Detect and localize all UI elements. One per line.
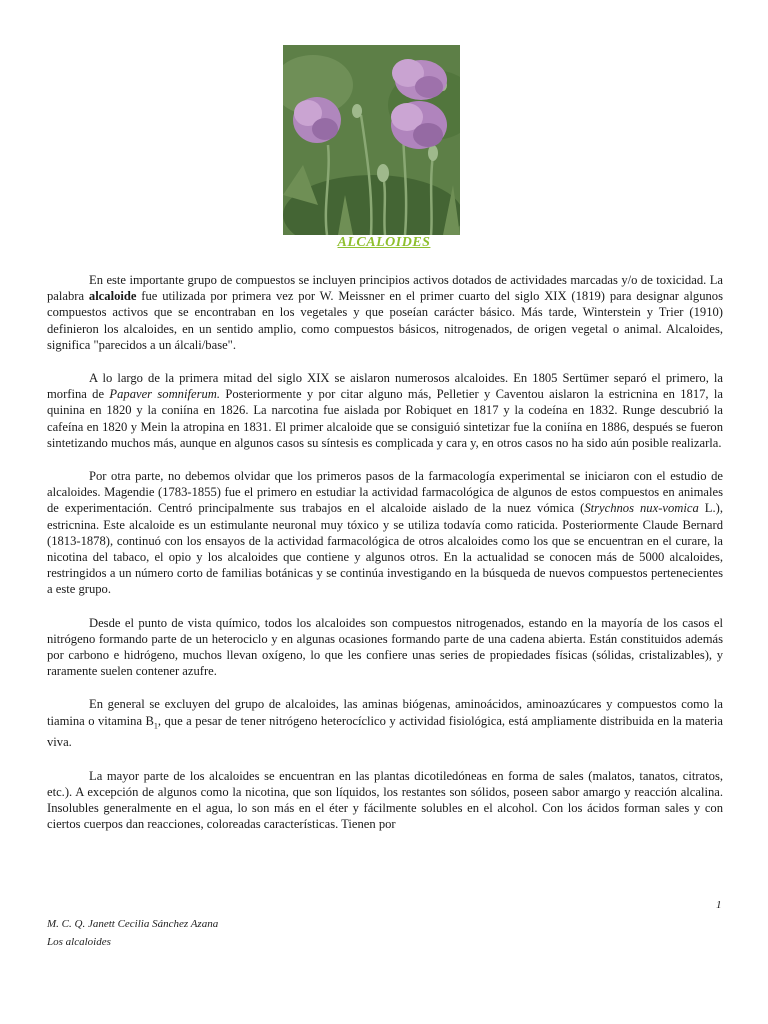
document-title: ALCALOIDES <box>337 235 431 250</box>
text-run: Posteriormente y por citar alguno más, Pelletier y Caventou aislaron la estricnina en 1817, la quinina en 1820 y la coniína en 1826. La narcotina fue aislada por Robiquet en 1817 y la codeína en 1832. Runge descubrió la cafeína en 1820 y Mein la atropina en 1831. El primer alcaloide que se consiguió sintetizar fue la coniína en 1886, después se fueron sintetizando muchos más, aunque en algunos casos su síntesis es complicada y cara y, en otros casos no ha sido aún posible realizarla. <box>47 387 723 450</box>
subscript: 1 <box>153 721 158 731</box>
paragraph <box>47 615 723 680</box>
text-run: fue utilizada por primera vez por W. Meissner en el primer cuarto del siglo XIX (1819) para designar algunos compuestos activos que se encontraban en los vegetales y que poseían carácter básico. Más tarde, Winterstein y Trier (1910) definieron los alcaloides, en un sentido amplio, como compuestos básicos, nitrogenados, de origen vegetal o animal. Alcaloides, significa "parecidos a un álcali/base". <box>47 289 723 352</box>
text-run: L.), estricnina. Este alcaloide es un estimulante neuronal muy tóxico y se utiliza todavía como raticida. Posteriormente Claude Bernard (1813-1878), continuó con los ensayos de la actividad farmacológica de otros alcaloides como los que se encuentran en el curare, la nicotina del tabaco, el opio y los alcaloides que contiene y algunos otros. En la actualidad se conocen más de 5000 alcaloides, restringidos a un número corto de familias botánicas y se continúa investigando en la búsqueda de nuevos compuestos pertenecientes a este grupo. <box>47 501 723 597</box>
text-run: La mayor parte de los alcaloides se encuentran en las plantas dicotiledóneas en forma de sales (malatos, tanatos, citratos, etc.). A excepción de algunos como la nicotina, que son líquidos, los restantes son sólidos, poseen sabor amargo y reacción alcalina. Insolubles generalmente en el agua, lo son más en el éter y fácilmente solubles en el alcohol. Con los ácidos forman sales y con ciertos cuerpos dan reacciones, coloreadas características. Tienen por <box>47 768 723 832</box>
paragraph <box>47 468 723 598</box>
paragraph <box>47 370 723 451</box>
footer <box>47 915 218 951</box>
paragraph <box>47 272 723 353</box>
body-text <box>47 272 723 849</box>
bold-term: alcaloide <box>88 289 137 304</box>
footer-subject: Los alcaloides <box>47 936 111 948</box>
text-run: En general se excluyen del grupo de alcaloides, las aminas biógenas, aminoácidos, aminoazúcares y compuestos como la tiamina o vitamina B <box>47 697 723 728</box>
text-run: Desde el punto de vista químico, todos los alcaloides son compuestos nitrogenados, estando en la mayoría de los casos el nitrógeno formando parte de un heterociclo y en algunas ocasiones formando parte de una cadena abierta. Están constituidos además por carbono e hidrógeno, muchos llevan oxígeno, lo que les confiere unas series de propiedades físicas (sólidas, cristalizables), y raramente suelen contener azufre. <box>47 615 723 679</box>
paragraph <box>47 696 723 750</box>
poppy-illustration <box>283 45 460 235</box>
italic-term: Strychnos nux-vomica <box>584 501 699 516</box>
poppy-flowers-photo <box>283 45 460 235</box>
text-run: En este importante grupo de compuestos se incluyen principios activos dotados de actividades marcadas y/o de toxicidad. La palabra <box>47 273 723 304</box>
italic-term: Papaver somniferum. <box>109 387 221 402</box>
footer-author: M. C. Q. Janett Cecilia Sánchez Azana <box>47 918 219 930</box>
page-number: 1 <box>716 899 722 911</box>
paragraph <box>47 768 723 833</box>
text-run: , que a pesar de tener nitrógeno heterocíclico y actividad fisiológica, está ampliamente distribuida en la materia viva. <box>47 713 724 750</box>
text-run: Por otra parte, no debemos olvidar que los primeros pasos de la farmacología experimental se iniciaron con el estudio de alcaloides. Magendie (1783-1855) fue el primero en estudiar la actividad farmacológica de algunos de estos compuestos en animales de experimentación. Centró principalmente sus trabajos en el alcaloide aislado de la nuez vómica ( <box>47 469 723 516</box>
text-run: A lo largo de la primera mitad del siglo XIX se aislaron numerosos alcaloides. En 1805 Sertümer separó el primero, la morfina de <box>47 371 723 402</box>
